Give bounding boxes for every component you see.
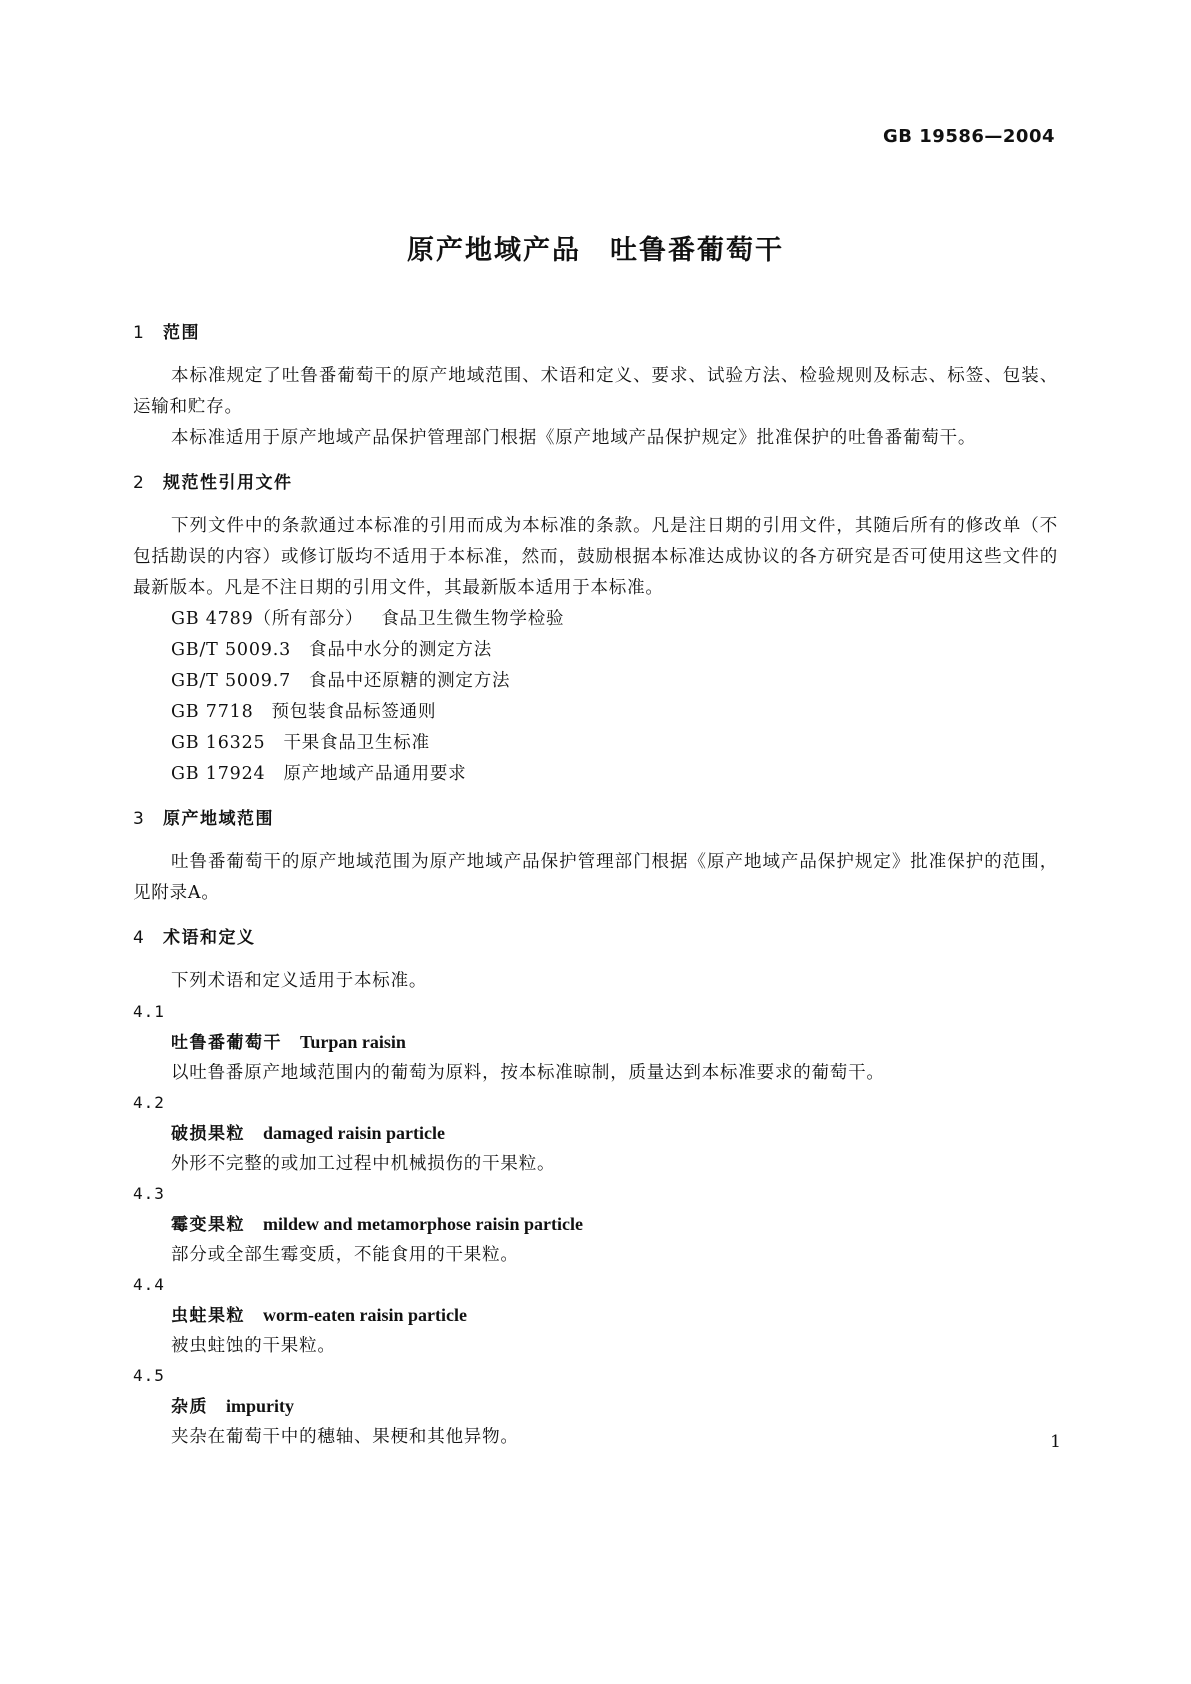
page-number: 1 bbox=[1050, 1432, 1061, 1452]
paragraph: 本标准规定了吐鲁番葡萄干的原产地域范围、术语和定义、要求、试验方法、检验规则及标志、标签、包装、运输和贮存。 bbox=[133, 366, 1058, 417]
paragraph: 下列文件中的条款通过本标准的引用而成为本标准的条款。凡是注日期的引用文件，其随后所有的修改单（不包括勘误的内容）或修订版均不适用于本标准，然而，鼓励根据本标准达成协议的各方研究是否可使用这些文件的最新版本。凡是不注日期的引用文件，其最新版本适用于本标准。 bbox=[133, 516, 1058, 598]
paragraph: 下列术语和定义适用于本标准。 bbox=[171, 971, 428, 991]
section-heading: 2 规范性引用文件 bbox=[133, 473, 293, 493]
term-definition: 部分或全部生霉变质，不能食用的干果粒。 bbox=[171, 1245, 519, 1265]
term-entry: 虫蛀果粒 worm-eaten raisin particle bbox=[171, 1305, 467, 1326]
document-title: 原产地域产品 吐鲁番葡萄干 bbox=[407, 235, 784, 266]
term-definition: 夹杂在葡萄干中的穗轴、果梗和其他异物。 bbox=[171, 1427, 519, 1447]
term-number: 4.2 bbox=[133, 1093, 165, 1112]
reference-item: GB 4789（所有部分） 食品卫生微生物学检验 bbox=[171, 609, 565, 629]
term-number: 4.4 bbox=[133, 1275, 165, 1294]
reference-item: GB/T 5009.3 食品中水分的测定方法 bbox=[171, 640, 493, 660]
section-origin-region bbox=[133, 804, 1058, 909]
section-heading: 3 原产地域范围 bbox=[133, 809, 274, 829]
document-body bbox=[133, 318, 1058, 1466]
section-normative-references bbox=[133, 468, 1058, 790]
term-entry: 霉变果粒 mildew and metamorphose raisin particle bbox=[171, 1214, 583, 1235]
reference-item: GB 16325 干果食品卫生标准 bbox=[171, 733, 430, 753]
term-definition: 被虫蛀蚀的干果粒。 bbox=[171, 1336, 336, 1356]
section-heading: 4 术语和定义 bbox=[133, 928, 256, 948]
standard-code: GB 19586—2004 bbox=[883, 126, 1055, 147]
section-heading: 1 范围 bbox=[133, 323, 200, 343]
paragraph: 本标准适用于原产地域产品保护管理部门根据《原产地域产品保护规定》批准保护的吐鲁番葡萄干。 bbox=[171, 428, 977, 448]
reference-item: GB/T 5009.7 食品中还原糖的测定方法 bbox=[171, 671, 511, 691]
term-definition: 以吐鲁番原产地域范围内的葡萄为原料，按本标准晾制，质量达到本标准要求的葡萄干。 bbox=[171, 1063, 885, 1083]
section-scope bbox=[133, 318, 1058, 454]
term-number: 4.5 bbox=[133, 1366, 165, 1385]
term-number: 4.3 bbox=[133, 1184, 165, 1203]
term-entry: 杂质 impurity bbox=[171, 1396, 295, 1417]
reference-item: GB 7718 预包装食品标签通则 bbox=[171, 702, 437, 722]
term-entry: 破损果粒 damaged raisin particle bbox=[171, 1123, 445, 1144]
term-definition: 外形不完整的或加工过程中机械损伤的干果粒。 bbox=[171, 1154, 556, 1174]
paragraph: 吐鲁番葡萄干的原产地域范围为原产地域产品保护管理部门根据《原产地域产品保护规定》批准保护的范围，见附录A。 bbox=[133, 852, 1058, 903]
term-number: 4.1 bbox=[133, 1002, 165, 1021]
section-terms-definitions bbox=[133, 923, 1058, 1452]
reference-item: GB 17924 原产地域产品通用要求 bbox=[171, 764, 467, 784]
term-entry: 吐鲁番葡萄干 Turpan raisin bbox=[171, 1032, 406, 1053]
